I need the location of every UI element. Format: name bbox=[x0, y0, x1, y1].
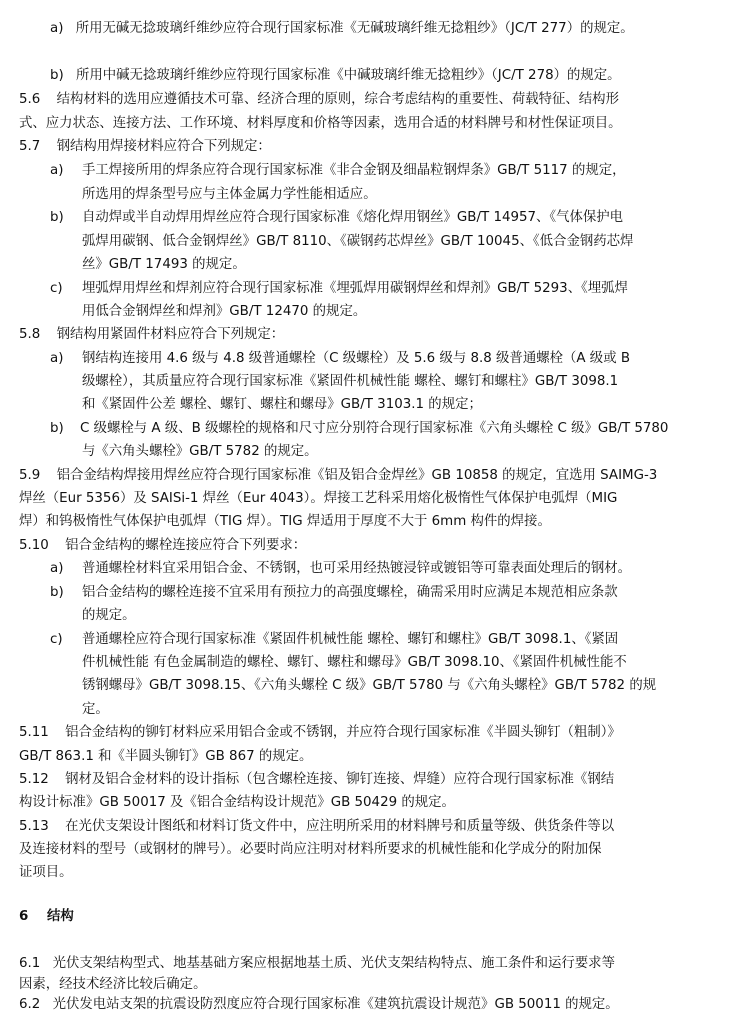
item-text: C 级螺栓与 A 级、B 级螺栓的规格和尺寸应分别符合现行国家标准《六角头螺栓 C 级》GB/T 5780 bbox=[80, 421, 669, 436]
clause-text: 铝合金结构的铆钉材料应采用铝合金或不锈钢，并应符合现行国家标准《半圆头铆钉（粗制）》 bbox=[65, 725, 621, 740]
clause-text: 光伏支架结构型式、地基基础方案应根据地基土质、光伏支架结构特点、施工条件和运行要求等 bbox=[52, 956, 615, 971]
item-text: 埋弧焊用焊丝和焊剂应符合现行国家标准《埋弧焊用碳钢焊丝和焊剂》GB/T 5293、《埋弧焊 bbox=[82, 281, 628, 296]
item-text: 手工焊接所用的焊条应符合现行国家标准《非合金钢及细晶粒钢焊条》GB/T 5117 的规定， bbox=[82, 163, 626, 178]
item-text: 用低合金钢焊丝和焊剂》GB/T 12470 的规定。 bbox=[82, 304, 367, 319]
item-label: a) bbox=[50, 163, 64, 178]
clause-text-line: 式、应力状态、连接方法、工作环境、材料厚度和价格等因素，选用合适的材料牌号和材性保证项目。 bbox=[19, 116, 622, 131]
item-label: b) bbox=[50, 421, 64, 436]
clause-5-7 bbox=[19, 135, 271, 159]
item-text: 自动焊或半自动焊用焊丝应符合现行国家标准《熔化焊用钢丝》GB/T 14957、《气体保护电 bbox=[82, 210, 624, 225]
item-text: 级螺栓），其质量应符合现行国家标准《紧固件机械性能 螺栓、螺钉和螺柱》GB/T 3098.1 bbox=[82, 374, 619, 389]
section-number: 6 bbox=[19, 909, 29, 924]
clause-text-line: 焊）和钨极惰性气体保护电弧焊（TIG 焊）。TIG 焊适用于厚度不大于 6mm 构件的焊接。 bbox=[19, 514, 551, 529]
clause-5-6 bbox=[19, 88, 619, 112]
item-text: 与《六角头螺栓》GB/T 5782 的规定。 bbox=[82, 444, 318, 459]
clause-number: 5.11 bbox=[19, 725, 49, 740]
item-text: 的规定。 bbox=[82, 608, 136, 623]
clause-text: 铝合金结构焊接用焊丝应符合现行国家标准《铝及铝合金焊丝》GB 10858 的规定，宜选用 SAIMG-3 bbox=[56, 468, 658, 483]
item-text: 钢结构连接用 4.6 级与 4.8 级普通螺栓（C 级螺栓）及 5.6 级与 8.8 级普通螺栓（A 级或 B bbox=[82, 351, 631, 366]
clause-title: 钢结构用焊接材料应符合下列规定： bbox=[56, 139, 271, 154]
item-text: 定。 bbox=[82, 702, 109, 717]
clause-5-13 bbox=[19, 815, 614, 839]
clause-text: 光伏发电站支架的抗震设防烈度应符合现行国家标准《建筑抗震设计规范》GB 50011 的规定。 bbox=[52, 997, 619, 1012]
item-text: 所选用的焊条型号应与主体金属力学性能相适应。 bbox=[82, 187, 377, 202]
item-label: b) bbox=[50, 68, 64, 83]
item-text: 所用中碱无捻玻璃纤维纱应符现行国家标准《中碱玻璃纤维无捻粗纱》（JC/T 278）的规定。 bbox=[76, 68, 621, 83]
item-text: 和《紧固件公差 螺栓、螺钉、螺柱和螺母》GB/T 3103.1 的规定； bbox=[82, 397, 482, 412]
clause-text-line: 焊丝（Eur 5356）及 SAISi-1 焊丝（Eur 4043）。焊接工艺科采用熔化极惰性气体保护电弧焊（MIG bbox=[19, 491, 618, 506]
clause-5-10 bbox=[19, 534, 306, 558]
clause-number: 5.6 bbox=[19, 92, 41, 107]
clause-number: 6.2 bbox=[19, 997, 41, 1012]
item-text: 所用无碱无捻玻璃纤维纱应符合现行国家标准《无碱玻璃纤维无捻粗纱》（JC/T 277）的规定。 bbox=[75, 21, 634, 36]
item-text: 锈钢螺母》GB/T 3098.15、《六角头螺栓 C 级》GB/T 5780 与《六角头螺栓》GB/T 5782 的规 bbox=[82, 678, 657, 693]
clause-number: 5.10 bbox=[19, 538, 49, 553]
clause-number: 5.13 bbox=[19, 819, 49, 834]
clause-number: 5.9 bbox=[19, 468, 41, 483]
clause-number: 5.8 bbox=[19, 327, 41, 342]
list-item bbox=[50, 17, 634, 41]
clause-text-line: 证项目。 bbox=[19, 865, 73, 880]
clause-text: 钢材及铝合金材料的设计指标（包含螺栓连接、铆钉连接、焊缝）应符合现行国家标准《钢结 bbox=[65, 772, 615, 787]
clause-number: 5.12 bbox=[19, 772, 49, 787]
clause-5-8 bbox=[19, 323, 284, 347]
clause-text: 结构材料的选用应遵循技术可靠、经济合理的原则，综合考虑结构的重要性、荷载特征、结构形 bbox=[56, 92, 619, 107]
item-label: b) bbox=[50, 585, 64, 600]
item-label: b) bbox=[50, 210, 64, 225]
item-text: 普通螺栓应符合现行国家标准《紧固件机械性能 螺栓、螺钉和螺柱》GB/T 3098.1、《紧固 bbox=[82, 632, 619, 647]
item-text: 丝》GB/T 17493 的规定。 bbox=[82, 257, 246, 272]
clause-5-11 bbox=[19, 721, 621, 745]
list-item bbox=[50, 64, 621, 88]
clause-text-line: 构设计标准》GB 50017 及《铝合金结构设计规范》GB 50429 的规定。 bbox=[19, 795, 455, 810]
section-title: 结构 bbox=[47, 909, 74, 924]
item-label: a) bbox=[50, 21, 64, 36]
clause-text-line: 因素，经技术经济比较后确定。 bbox=[19, 977, 207, 992]
clause-5-9 bbox=[19, 464, 657, 488]
item-text: 铝合金结构的螺栓连接不宜采用有预拉力的高强度螺栓，确需采用时应满足本规范相应条款 bbox=[82, 585, 618, 600]
item-text: 件机械性能 有色金属制造的螺栓、螺钉、螺柱和螺母》GB/T 3098.10、《紧固件机械性能不 bbox=[82, 655, 627, 670]
item-label: a) bbox=[50, 561, 64, 576]
clause-title: 铝合金结构的螺栓连接应符合下列要求： bbox=[65, 538, 307, 553]
clause-6-2 bbox=[19, 993, 619, 1017]
item-text: 普通螺栓材料宜采用铝合金、不锈钢，也可采用经热镀浸锌或镀铝等可靠表面处理后的钢材。 bbox=[82, 561, 632, 576]
clause-5-12 bbox=[19, 768, 614, 792]
item-label: c) bbox=[50, 632, 63, 647]
clause-text: 在光伏支架设计图纸和材料订货文件中，应注明所采用的材料牌号和质量等级、供货条件等以 bbox=[65, 819, 615, 834]
item-label: c) bbox=[50, 281, 63, 296]
item-text: 弧焊用碳钢、低合金钢焊丝》GB/T 8110、《碳钢药芯焊丝》GB/T 10045、《低合金钢药芯焊 bbox=[82, 234, 634, 249]
item-label: a) bbox=[50, 351, 64, 366]
section-heading bbox=[19, 905, 74, 929]
clause-title: 钢结构用紧固件材料应符合下列规定： bbox=[56, 327, 285, 342]
clause-text-line: GB/T 863.1 和《半圆头铆钉》GB 867 的规定。 bbox=[19, 749, 313, 764]
clause-number: 6.1 bbox=[19, 956, 41, 971]
clause-text-line: 及连接材料的型号（或钢材的牌号）。必要时尚应注明对材料所要求的机械性能和化学成分的附加保 bbox=[19, 842, 602, 857]
clause-number: 5.7 bbox=[19, 139, 41, 154]
